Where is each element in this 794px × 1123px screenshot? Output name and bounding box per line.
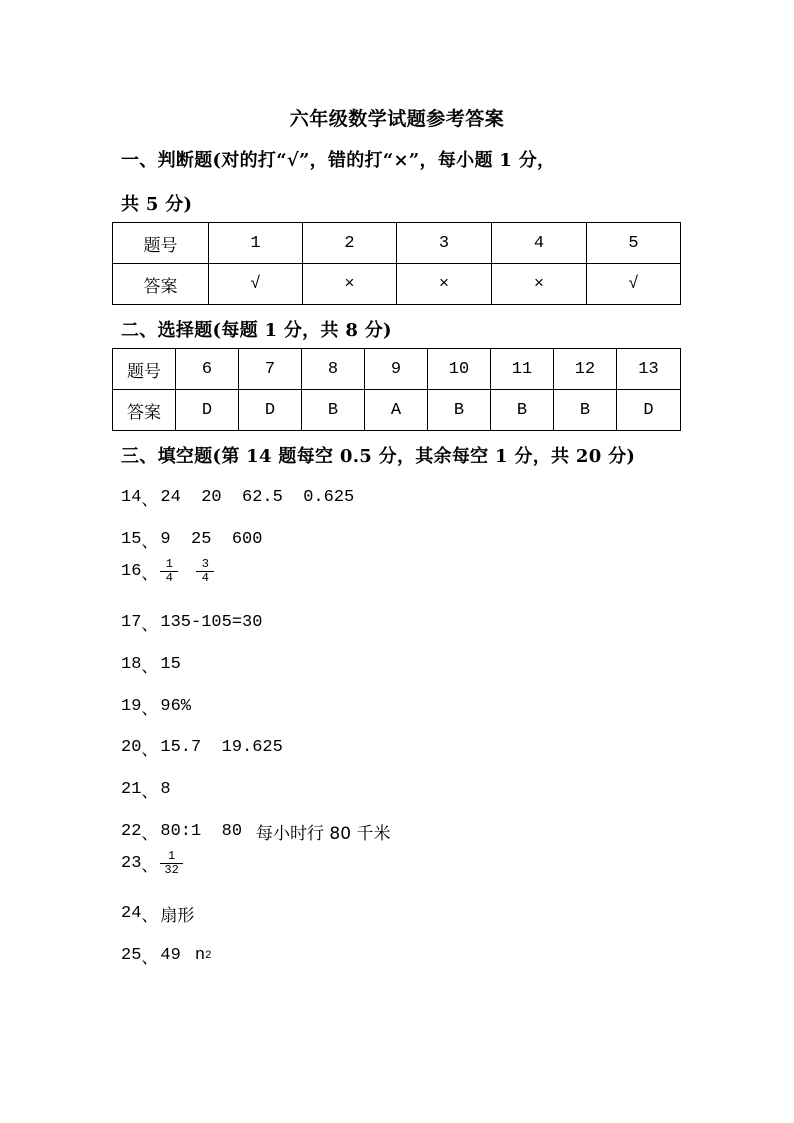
fraction-denominator: 4 <box>201 571 209 585</box>
answer-item-15 <box>121 527 262 552</box>
answer-cell: × <box>397 264 492 305</box>
item-answer-base: n <box>194 946 206 965</box>
answer-cell: B <box>491 390 554 431</box>
answer-cell: √ <box>587 264 681 305</box>
answer-cell: × <box>303 264 397 305</box>
item-answer: 135-105=30 <box>160 613 263 632</box>
answer-item-16 <box>121 558 216 585</box>
answer-item-25 <box>121 943 212 968</box>
item-separator: 、 <box>141 657 159 677</box>
item-number: 14 <box>121 488 142 507</box>
answer-item-14 <box>121 485 354 510</box>
item-number: 16 <box>121 562 142 581</box>
item-separator: 、 <box>141 856 159 876</box>
item-answer: 扇形 <box>160 906 195 926</box>
item-number: 17 <box>121 613 142 632</box>
item-answer: 49 <box>160 946 181 965</box>
answer-item-18 <box>121 652 181 677</box>
answer-item-24 <box>121 901 194 926</box>
item-number: 19 <box>121 697 142 716</box>
question-number-cell: 3 <box>397 223 492 264</box>
item-answer-text: 每小时行 80 千米 <box>256 824 391 844</box>
item-answer: 15 <box>160 655 181 674</box>
item-number: 15 <box>121 530 142 549</box>
row-label-question-number: 题号 <box>113 223 209 264</box>
item-answer: 15.7 19.625 <box>160 738 283 757</box>
answer-cell: D <box>617 390 681 431</box>
item-answer: 24 20 62.5 0.625 <box>160 488 355 507</box>
item-number: 25 <box>121 946 142 965</box>
section2-heading: 二、选择题(每题 1 分，共 8 分) <box>121 320 392 341</box>
item-number: 21 <box>121 780 142 799</box>
question-number-cell: 10 <box>428 349 491 390</box>
item-number: 23 <box>121 854 142 873</box>
question-number-cell: 1 <box>209 223 303 264</box>
fraction <box>198 558 212 585</box>
answer-cell: B <box>302 390 365 431</box>
row-label-answer: 答案 <box>113 390 176 431</box>
item-separator: 、 <box>141 782 159 802</box>
answer-item-17 <box>121 610 262 635</box>
fraction-numerator: 3 <box>201 557 209 571</box>
answer-item-22 <box>121 819 390 844</box>
answer-cell: B <box>428 390 491 431</box>
answer-item-20 <box>121 735 283 760</box>
item-number: 20 <box>121 738 142 757</box>
question-number-cell: 5 <box>587 223 681 264</box>
item-answer: 96% <box>160 697 192 716</box>
item-separator: 、 <box>141 906 159 926</box>
answer-item-23 <box>121 850 185 877</box>
question-number-cell: 13 <box>617 349 681 390</box>
question-number-cell: 8 <box>302 349 365 390</box>
item-separator: 、 <box>141 564 159 584</box>
fraction-numerator: 1 <box>165 557 173 571</box>
item-separator: 、 <box>141 740 159 760</box>
fraction-numerator: 1 <box>168 849 176 863</box>
fraction-denominator: 32 <box>164 863 179 877</box>
item-separator: 、 <box>141 824 159 844</box>
answer-item-19 <box>121 694 191 719</box>
section1-heading-line2: 共 5 分) <box>121 194 193 215</box>
item-separator: 、 <box>141 615 159 635</box>
item-answer: 80:1 80 <box>160 822 243 841</box>
fraction <box>162 850 180 877</box>
question-number-cell: 2 <box>303 223 397 264</box>
item-separator: 、 <box>141 490 159 510</box>
item-number: 22 <box>121 822 142 841</box>
item-number: 18 <box>121 655 142 674</box>
answer-item-21 <box>121 777 171 802</box>
answer-cell: √ <box>209 264 303 305</box>
row-label-question-number: 题号 <box>113 349 176 390</box>
item-number: 24 <box>121 904 142 923</box>
item-separator: 、 <box>141 948 159 968</box>
question-number-cell: 12 <box>554 349 617 390</box>
table-row <box>113 390 681 431</box>
true-false-answer-table <box>112 222 681 305</box>
fraction-denominator: 4 <box>165 571 173 585</box>
item-separator: 、 <box>141 699 159 719</box>
multiple-choice-answer-table <box>112 348 681 431</box>
item-answer: 8 <box>160 780 171 799</box>
table-row <box>113 223 681 264</box>
question-number-cell: 6 <box>176 349 239 390</box>
section3-heading: 三、填空题(第 14 题每空 0.5 分，其余每空 1 分，共 20 分) <box>121 446 636 467</box>
question-number-cell: 7 <box>239 349 302 390</box>
answer-cell: D <box>176 390 239 431</box>
item-separator: 、 <box>141 532 159 552</box>
row-label-answer: 答案 <box>113 264 209 305</box>
question-number-cell: 11 <box>491 349 554 390</box>
fraction <box>162 558 176 585</box>
item-answer: 9 25 600 <box>160 530 263 549</box>
question-number-cell: 4 <box>492 223 587 264</box>
item-answer-exponent: 2 <box>205 949 212 962</box>
table-row <box>113 264 681 305</box>
table-row <box>113 349 681 390</box>
page-title: 六年级数学试题参考答案 <box>289 108 505 130</box>
answer-cell: D <box>239 390 302 431</box>
answer-cell: A <box>365 390 428 431</box>
answer-cell: B <box>554 390 617 431</box>
question-number-cell: 9 <box>365 349 428 390</box>
answer-cell: × <box>492 264 587 305</box>
section1-heading-line1: 一、判断题(对的打“√”，错的打“×”，每小题 1 分， <box>121 150 556 171</box>
